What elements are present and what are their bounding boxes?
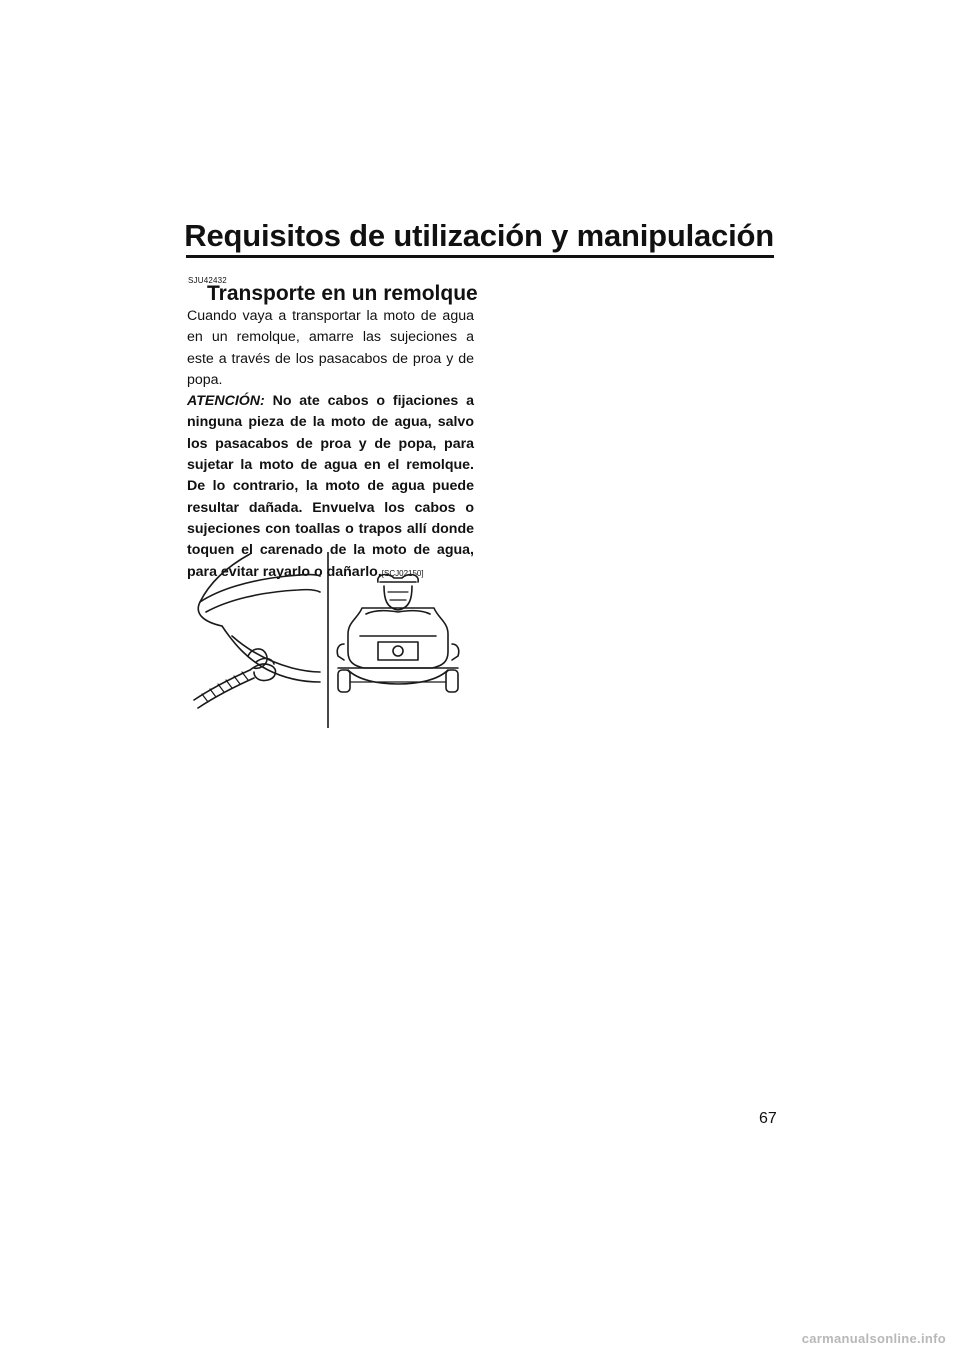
section-code: SJU42432 (188, 276, 227, 285)
section-title: Transporte en un remolque (207, 282, 478, 305)
warning-ref: [SCJ02150] (381, 568, 424, 578)
header-rule (186, 255, 774, 258)
body-column (187, 306, 474, 584)
trailer-tie-down-illustration (188, 552, 478, 728)
watermark: carmanualsonline.info (801, 1331, 946, 1346)
warning-label: ATENCIÓN: (187, 393, 265, 410)
intro-paragraph: Cuando vaya a transportar la moto de agua en un remolque, amarre las sujeciones a este a través de los pasacabos de proa y de popa. (187, 308, 474, 388)
bow-eye-rope-drawing (194, 554, 320, 708)
watercraft-rear-view-drawing (337, 575, 459, 692)
warning-text: No ate cabos o fijaciones a ninguna pieza de la moto de agua, salvo los pasacabos de proa y de popa, para sujetar la moto de agua en el remolque. De lo contrario, la moto de agua puede resultar dañada. Envuelva los cabos o sujeciones con toallas o trapos allí donde toquen el carenado de la moto de agua, para evitar rayarlo o dañarlo. (187, 393, 474, 580)
page-number: 67 (759, 1110, 777, 1127)
page-header-title: Requisitos de utilización y manipulación (184, 218, 774, 253)
